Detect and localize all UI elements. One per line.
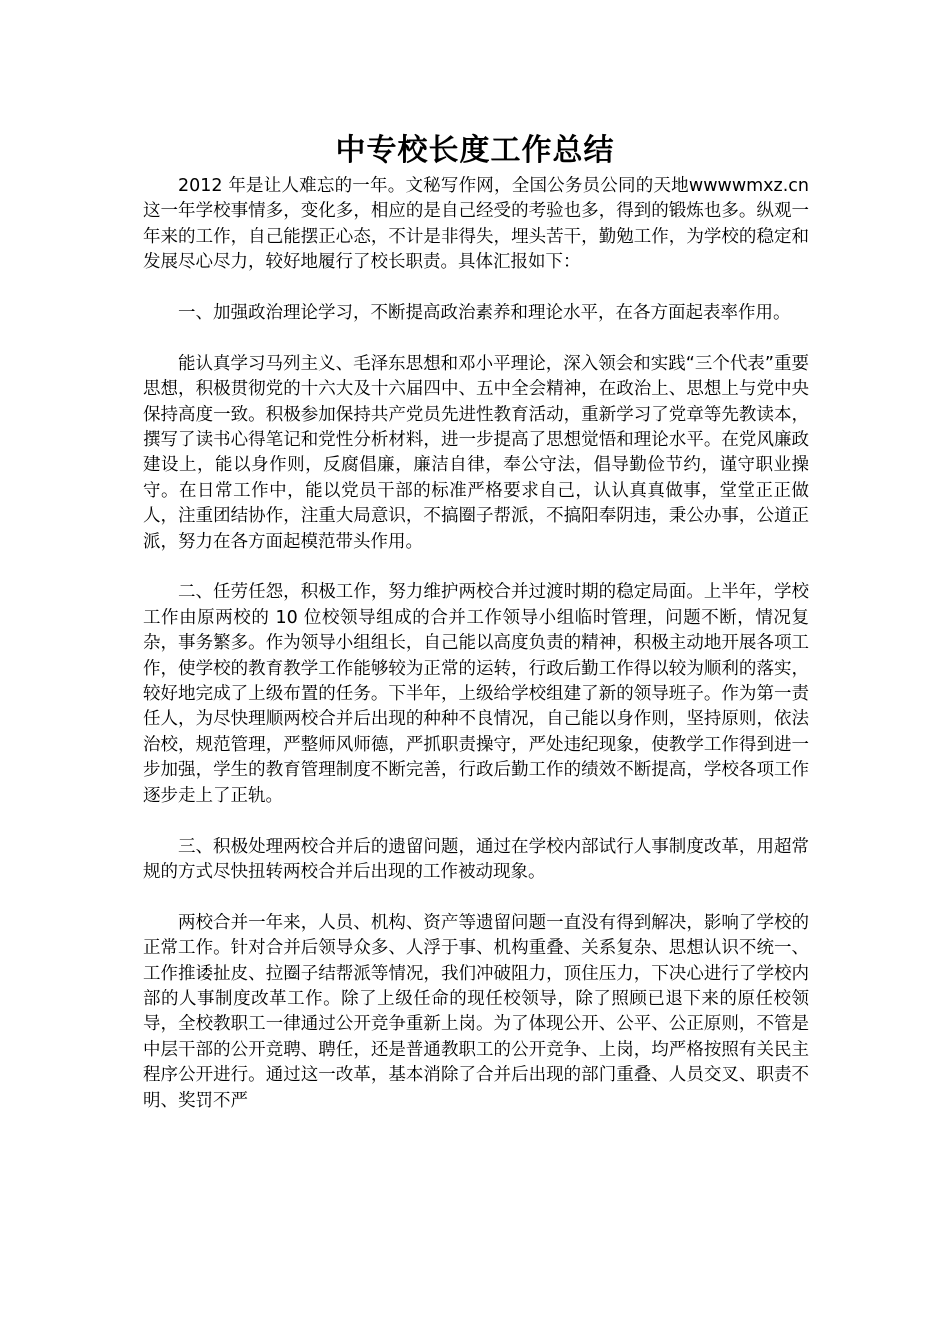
- paragraph-heading-1: 一、加强政治理论学习，不断提高政治素养和理论水平，在各方面起表率作用。: [178, 303, 791, 324]
- document-body: [143, 174, 809, 1114]
- document-title: 中专校长度工作总结: [335, 133, 615, 168]
- paragraph-heading-2: 二、任劳任怨，积极工作，努力维护两校合并过渡时期的稳定局面。上半年，学校工作由原两校的 10 位校领导组成的合并工作领导小组临时管理，问题不断，情况复杂，事务繁多。作为领导小组组长，自己能以高度负责的精神，积极主动地开展各项工作，使学校的教育教学工作能够较为正常的运转，行政后勤工作得以较为顺利的落实，较好地完成了上级布置的任务。下半年，上级给学校组建了新的领导班子。作为第一责任人，为尽快理顺两校合并后出现的种种不良情况，自己能以身作则，坚持原则，依法治校，规范管理，严整师风师德，严抓职责操守，严处违纪现象，使教学工作得到进一步加强，学生的教育管理制度不断完善，行政后勤工作的绩效不断提高，学校各项工作逐步走上了正轨。: [143, 582, 809, 806]
- paragraph-intro: 2012 年是让人难忘的一年。文秘写作网，全国公务员公同的天地wwwwmxz.cn这一年学校事情多，变化多，相应的是自己经受的考验也多，得到的锻炼也多。纵观一年来的工作，自己能摆正心态，不计是非得失，埋头苦干，勤勉工作，为学校的稳定和发展尽心尽力，较好地履行了校长职责。具体汇报如下：: [143, 176, 809, 273]
- paragraph-section-3: 两校合并一年来，人员、机构、资产等遗留问题一直没有得到解决，影响了学校的正常工作。针对合并后领导众多、人浮于事、机构重叠、关系复杂、思想认识不统一、工作推诿扯皮、拉圈子结帮派等情况，我们冲破阻力，顶住压力，下决心进行了学校内部的人事制度改革工作。除了上级任命的现任校领导，除了照顾已退下来的原任校领导，全校教职工一律通过公开竞争重新上岗。为了体现公开、公平、公正原则，不管是中层干部的公开竞聘、聘任，还是普通教职工的公开竞争、上岗，均严格按照有关民主程序公开进行。通过这一改革，基本消除了合并后出现的部门重叠、人员交叉、职责不明、奖罚不严: [143, 912, 809, 1111]
- paragraph-section-1: 能认真学习马列主义、毛泽东思想和邓小平理论，深入领会和实践“三个代表”重要思想，积极贯彻党的十六大及十六届四中、五中全会精神，在政治上、思想上与党中央保持高度一致。积极参加保持共产党员先进性教育活动，重新学习了党章等先教读本，撰写了读书心得笔记和党性分析材料，进一步提高了思想觉悟和理论水平。在党风廉政建设上，能以身作则，反腐倡廉，廉洁自律，奉公守法，倡导勤俭节约，谨守职业操守。在日常工作中，能以党员干部的标准严格要求自己，认认真真做事，堂堂正正做人，注重团结协作，注重大局意识，不搞圈子帮派，不搞阳奉阴违，秉公办事，公道正派，努力在各方面起模范带头作用。: [143, 353, 809, 552]
- paragraph-heading-3: 三、积极处理两校合并后的遗留问题，通过在学校内部试行人事制度改革，用超常规的方式尽快扭转两校合并后出现的工作被动现象。: [143, 836, 809, 882]
